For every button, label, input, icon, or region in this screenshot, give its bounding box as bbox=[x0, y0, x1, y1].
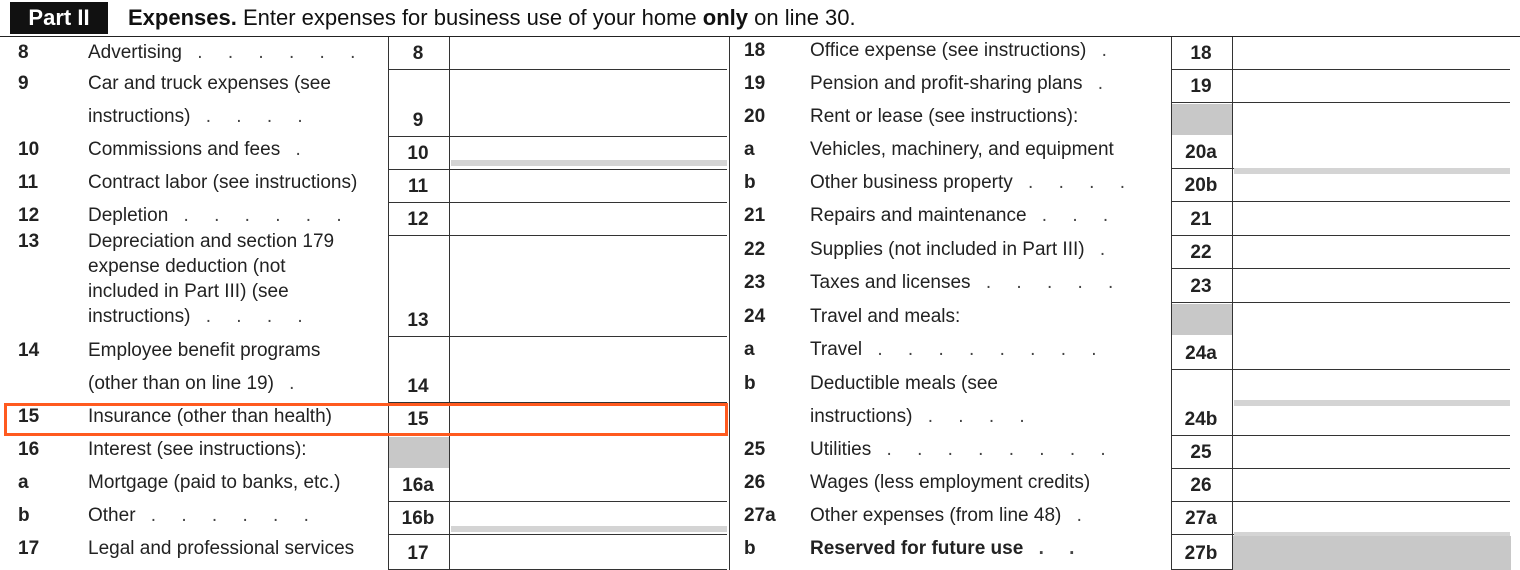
shaded-strip bbox=[1234, 168, 1510, 174]
right-line-desc: Wages (less employment credits) bbox=[810, 472, 1091, 493]
left-line-num: 14 bbox=[18, 340, 40, 361]
right-line-num: 24 bbox=[744, 306, 766, 327]
left-line-desc: included in Part III) (see bbox=[88, 281, 289, 302]
right-line-desc: Travel and meals: bbox=[810, 306, 961, 327]
left-line-desc: instructions) . . . . bbox=[88, 306, 313, 328]
left-line-num: 8 bbox=[18, 42, 29, 63]
right-line-label: 20a bbox=[1185, 142, 1217, 163]
right-line-num: 20 bbox=[744, 106, 766, 127]
left-line-desc: Car and truck expenses (see bbox=[88, 73, 331, 94]
right-line-desc: Vehicles, machinery, and equipment bbox=[810, 139, 1114, 160]
left-line-label: 17 bbox=[407, 543, 429, 564]
right-line-label: 27b bbox=[1184, 543, 1218, 564]
right-line-label: 20b bbox=[1184, 175, 1218, 196]
right-line-desc: Deductible meals (see bbox=[810, 373, 998, 394]
left-line-num: 15 bbox=[18, 406, 40, 427]
right-line-label: 27a bbox=[1185, 508, 1217, 529]
left-line-label: 11 bbox=[407, 176, 429, 197]
highlight-line-15 bbox=[4, 403, 728, 436]
amount-field-21[interactable] bbox=[1233, 202, 1511, 235]
right-line-num: 21 bbox=[744, 205, 766, 226]
left-line-label: 12 bbox=[407, 209, 429, 230]
right-shaded-label-cell bbox=[1172, 304, 1232, 335]
left-shaded-label-cell bbox=[389, 437, 449, 468]
left-line-desc: Mortgage (paid to banks, etc.) bbox=[88, 472, 341, 493]
right-row-rule bbox=[1171, 102, 1510, 103]
left-line-num: 16 bbox=[18, 439, 40, 460]
right-line-num: 25 bbox=[744, 439, 766, 460]
right-line-num: 19 bbox=[744, 73, 766, 94]
part-label: Part II bbox=[10, 2, 108, 34]
left-line-desc: Commissions and fees . bbox=[88, 139, 311, 161]
left-line-num: 13 bbox=[18, 231, 40, 252]
left-line-num: a bbox=[18, 472, 29, 493]
right-shaded-label-cell bbox=[1172, 104, 1232, 135]
right-line-desc: Other business property . . . . bbox=[810, 172, 1135, 194]
right-line-desc: Rent or lease (see instructions): bbox=[810, 106, 1079, 127]
right-line-num: a bbox=[744, 139, 755, 160]
right-line-num: b bbox=[744, 373, 756, 394]
right-line-desc: Other expenses (from line 48) . bbox=[810, 505, 1092, 527]
left-line-desc: Depletion . . . bbox=[88, 205, 352, 227]
amount-field-20a[interactable] bbox=[1233, 136, 1511, 168]
left-line-label: 9 bbox=[412, 110, 424, 131]
right-line-desc: Travel . . . bbox=[810, 339, 1107, 361]
amount-field-8[interactable] bbox=[450, 37, 728, 69]
amount-field-19[interactable] bbox=[1233, 70, 1511, 102]
shaded-strip bbox=[1234, 400, 1510, 406]
right-line-num: b bbox=[744, 538, 756, 559]
reserved-amount-shade bbox=[1233, 536, 1511, 570]
right-line-label: 18 bbox=[1190, 43, 1212, 64]
right-line-desc: Repairs and maintenance . . . bbox=[810, 205, 1118, 227]
left-line-num: 17 bbox=[18, 538, 40, 559]
right-line-desc: Utilities . . . bbox=[810, 439, 1116, 461]
amount-field-27a[interactable] bbox=[1233, 502, 1511, 534]
right-line-label: 24b bbox=[1184, 409, 1218, 430]
left-line-desc: Insurance (other than health) bbox=[88, 406, 332, 427]
right-line-label: 22 bbox=[1190, 242, 1212, 263]
right-line-label: 26 bbox=[1190, 475, 1212, 496]
left-line-num: 11 bbox=[18, 172, 39, 193]
right-line-num: 27a bbox=[744, 505, 776, 526]
amount-field-13[interactable] bbox=[450, 236, 728, 336]
amount-field-14[interactable] bbox=[450, 337, 728, 402]
left-line-num: 9 bbox=[18, 73, 29, 94]
left-line-desc: (other than on line 19) . bbox=[88, 373, 304, 395]
right-line-num: 18 bbox=[744, 40, 766, 61]
left-line-desc: Advertising . . . bbox=[88, 42, 365, 64]
left-line-label: 16a bbox=[402, 475, 434, 496]
amount-field-9[interactable] bbox=[450, 70, 728, 136]
right-line-label: 19 bbox=[1190, 76, 1212, 97]
right-line-num: 22 bbox=[744, 239, 766, 260]
amount-field-12[interactable] bbox=[450, 203, 728, 235]
left-line-label: 15 bbox=[407, 409, 429, 430]
right-line-label: 25 bbox=[1190, 442, 1212, 463]
left-line-label: 13 bbox=[407, 310, 429, 331]
column-divider bbox=[729, 37, 730, 570]
right-line-num: a bbox=[744, 339, 755, 360]
left-line-label: 10 bbox=[407, 143, 429, 164]
amount-field-25[interactable] bbox=[1233, 436, 1511, 468]
right-line-desc: Supplies (not included in Part III) . bbox=[810, 239, 1115, 261]
amount-field-22[interactable] bbox=[1233, 236, 1511, 268]
amount-field-18[interactable] bbox=[1233, 37, 1511, 69]
part-header bbox=[0, 0, 1520, 37]
left-line-desc: Legal and professional services bbox=[88, 538, 355, 559]
left-line-desc: Employee benefit programs bbox=[88, 340, 321, 361]
left-line-desc: expense deduction (not bbox=[88, 256, 286, 277]
left-line-desc: instructions) . . . . bbox=[88, 106, 313, 128]
amount-field-17[interactable] bbox=[450, 535, 728, 569]
left-line-label: 16b bbox=[401, 508, 435, 529]
right-line-num: 26 bbox=[744, 472, 766, 493]
left-line-num: 10 bbox=[18, 139, 40, 160]
left-line-label: 14 bbox=[407, 376, 429, 397]
left-line-num: 12 bbox=[18, 205, 40, 226]
right-line-label: 24a bbox=[1185, 343, 1217, 364]
amount-field-23[interactable] bbox=[1233, 269, 1511, 302]
right-line-desc: Taxes and licenses . . . bbox=[810, 272, 1123, 294]
left-line-desc: Contract labor (see instructions) bbox=[88, 172, 358, 193]
right-line-label: 23 bbox=[1190, 276, 1212, 297]
left-line-label: 8 bbox=[412, 43, 424, 64]
left-line-desc: Depreciation and section 179 bbox=[88, 231, 335, 252]
amount-field-11[interactable] bbox=[450, 170, 728, 202]
right-line-desc: instructions) . . . . bbox=[810, 406, 1035, 428]
amount-field-16a[interactable] bbox=[450, 469, 728, 501]
right-line-desc: Office expense (see instructions) . bbox=[810, 40, 1117, 62]
left-line-desc: Other . . . bbox=[88, 505, 319, 527]
right-line-num: b bbox=[744, 172, 756, 193]
part-title: Expenses. Enter expenses for business use of your home only on line 30. bbox=[128, 5, 856, 30]
right-row-rule bbox=[1171, 302, 1510, 303]
shaded-strip bbox=[451, 526, 727, 532]
left-line-desc: Interest (see instructions): bbox=[88, 439, 307, 460]
shaded-strip bbox=[451, 160, 727, 166]
left-line-num: b bbox=[18, 505, 30, 526]
amount-field-26[interactable] bbox=[1233, 469, 1511, 501]
amount-field-24a[interactable] bbox=[1233, 336, 1511, 369]
right-line-desc: Reserved for future use . . bbox=[810, 538, 1084, 560]
right-line-num: 23 bbox=[744, 272, 766, 293]
right-line-desc: Pension and profit-sharing plans . bbox=[810, 73, 1113, 95]
right-line-label: 21 bbox=[1190, 209, 1212, 230]
